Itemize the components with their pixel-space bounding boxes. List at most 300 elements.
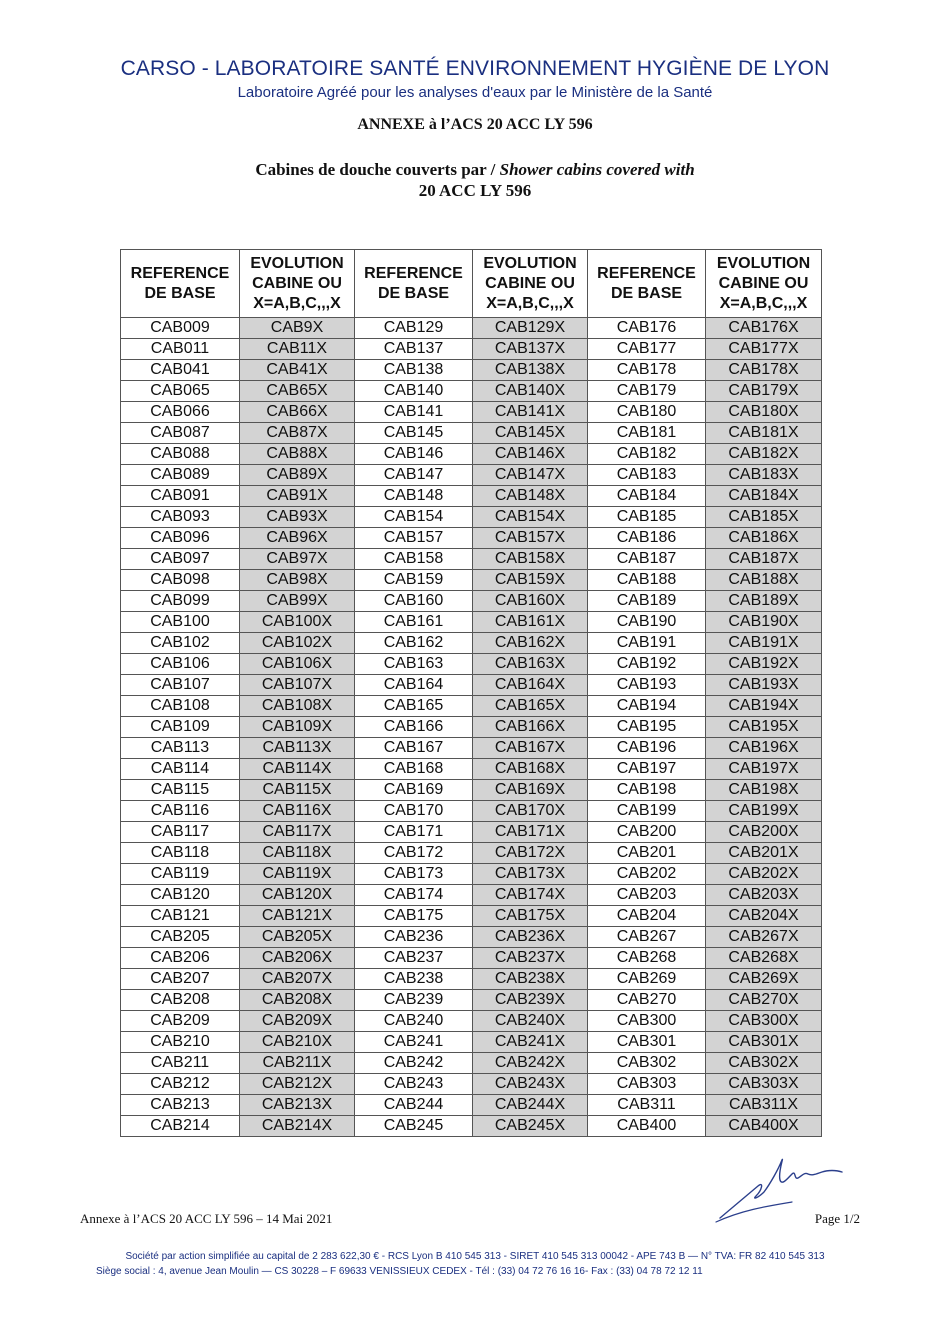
evolution-cell: CAB211X <box>240 1053 355 1074</box>
reference-cell: CAB191 <box>588 633 706 654</box>
evolution-cell: CAB93X <box>240 507 355 528</box>
header-line: DE BASE <box>377 284 450 302</box>
header-evolution-cabine <box>473 250 588 318</box>
evolution-cell: CAB178X <box>706 360 822 381</box>
evolution-cell: CAB269X <box>706 969 822 990</box>
evolution-cell: CAB195X <box>706 717 822 738</box>
reference-cell: CAB145 <box>355 423 473 444</box>
table-row <box>121 738 822 759</box>
reference-cell: CAB199 <box>588 801 706 822</box>
reference-cell: CAB162 <box>355 633 473 654</box>
reference-cell: CAB237 <box>355 948 473 969</box>
header-reference-de-base <box>121 250 240 318</box>
reference-cell: CAB087 <box>121 423 240 444</box>
evolution-cell: CAB210X <box>240 1032 355 1053</box>
reference-cell: CAB207 <box>121 969 240 990</box>
lab-accreditation: Laboratoire Agréé pour les analyses d'eaux par le Ministère de la Santé <box>237 84 713 101</box>
legal-address: Siège social : 4, avenue Jean Moulin — CS 30228 – F 69633 VENISSIEUX CEDEX - Tél : (33) 04 72 76 16 16- Fax : (33) 04 78 72 12 11 <box>96 1266 703 1277</box>
reference-cell: CAB120 <box>121 885 240 906</box>
evolution-cell: CAB171X <box>473 822 588 843</box>
evolution-cell: CAB198X <box>706 780 822 801</box>
reference-cell: CAB117 <box>121 822 240 843</box>
evolution-cell: CAB117X <box>240 822 355 843</box>
table-row <box>121 360 822 381</box>
header-line: X=A,B,C,,,X <box>719 294 808 312</box>
evolution-cell: CAB179X <box>706 381 822 402</box>
reference-cell: CAB174 <box>355 885 473 906</box>
evolution-cell: CAB199X <box>706 801 822 822</box>
table-row <box>121 1053 822 1074</box>
reference-cell: CAB146 <box>355 444 473 465</box>
reference-cell: CAB203 <box>588 885 706 906</box>
reference-cell: CAB096 <box>121 528 240 549</box>
reference-cell: CAB163 <box>355 654 473 675</box>
table-row <box>121 906 822 927</box>
reference-cell: CAB241 <box>355 1032 473 1053</box>
annex-title: ANNEXE à l’ACS 20 ACC LY 596 <box>357 116 593 133</box>
reference-cell: CAB154 <box>355 507 473 528</box>
evolution-cell: CAB166X <box>473 717 588 738</box>
reference-cell: CAB165 <box>355 696 473 717</box>
section-title-en: Shower cabins covered with <box>499 160 695 179</box>
reference-cell: CAB242 <box>355 1053 473 1074</box>
header-line: CABINE OU <box>485 274 575 292</box>
reference-cell: CAB187 <box>588 549 706 570</box>
evolution-cell: CAB214X <box>240 1116 355 1137</box>
reference-cell: CAB194 <box>588 696 706 717</box>
table-row <box>121 444 822 465</box>
evolution-cell: CAB184X <box>706 486 822 507</box>
evolution-cell: CAB147X <box>473 465 588 486</box>
evolution-cell: CAB11X <box>240 339 355 360</box>
reference-cell: CAB180 <box>588 402 706 423</box>
reference-cell: CAB113 <box>121 738 240 759</box>
reference-cell: CAB147 <box>355 465 473 486</box>
header-line: X=A,B,C,,,X <box>486 294 574 312</box>
section-title-fr: Cabines de douche couverts par / <box>255 160 500 179</box>
evolution-cell: CAB176X <box>706 318 822 339</box>
evolution-cell: CAB157X <box>473 528 588 549</box>
reference-cell: CAB119 <box>121 864 240 885</box>
evolution-cell: CAB177X <box>706 339 822 360</box>
reference-cell: CAB185 <box>588 507 706 528</box>
reference-cell: CAB240 <box>355 1011 473 1032</box>
evolution-cell: CAB88X <box>240 444 355 465</box>
reference-cell: CAB186 <box>588 528 706 549</box>
reference-cell: CAB236 <box>355 927 473 948</box>
evolution-cell: CAB267X <box>706 927 822 948</box>
reference-cell: CAB268 <box>588 948 706 969</box>
reference-cell: CAB244 <box>355 1095 473 1116</box>
header-evolution-cabine <box>706 250 822 318</box>
header-line: CABINE OU <box>718 274 809 292</box>
reference-cell: CAB300 <box>588 1011 706 1032</box>
evolution-cell: CAB116X <box>240 801 355 822</box>
evolution-cell: CAB109X <box>240 717 355 738</box>
table-row <box>121 633 822 654</box>
reference-cell: CAB270 <box>588 990 706 1011</box>
reference-cell: CAB181 <box>588 423 706 444</box>
reference-cell: CAB160 <box>355 591 473 612</box>
header-line: EVOLUTION <box>716 254 811 272</box>
evolution-cell: CAB270X <box>706 990 822 1011</box>
evolution-cell: CAB201X <box>706 843 822 864</box>
table-row <box>121 381 822 402</box>
reference-cell: CAB303 <box>588 1074 706 1095</box>
header-evolution-cabine <box>240 250 355 318</box>
evolution-cell: CAB41X <box>240 360 355 381</box>
evolution-cell: CAB169X <box>473 780 588 801</box>
evolution-cell: CAB236X <box>473 927 588 948</box>
reference-cell: CAB109 <box>121 717 240 738</box>
evolution-cell: CAB237X <box>473 948 588 969</box>
evolution-cell: CAB311X <box>706 1095 822 1116</box>
evolution-cell: CAB168X <box>473 759 588 780</box>
table-row <box>121 696 822 717</box>
evolution-cell: CAB9X <box>240 318 355 339</box>
table-header <box>121 250 822 318</box>
header-line: DE BASE <box>610 284 683 302</box>
reference-cell: CAB245 <box>355 1116 473 1137</box>
lab-name: CARSO - LABORATOIRE SANTÉ ENVIRONNEMENT HYGIÈNE DE LYON <box>120 57 830 80</box>
evolution-cell: CAB161X <box>473 612 588 633</box>
evolution-cell: CAB244X <box>473 1095 588 1116</box>
reference-cell: CAB214 <box>121 1116 240 1137</box>
reference-cell: CAB088 <box>121 444 240 465</box>
reference-cell: CAB189 <box>588 591 706 612</box>
table-row <box>121 822 822 843</box>
evolution-cell: CAB242X <box>473 1053 588 1074</box>
evolution-cell: CAB164X <box>473 675 588 696</box>
table-row <box>121 948 822 969</box>
table-row <box>121 423 822 444</box>
header-line: EVOLUTION <box>250 254 344 272</box>
evolution-cell: CAB89X <box>240 465 355 486</box>
evolution-cell: CAB187X <box>706 549 822 570</box>
evolution-cell: CAB191X <box>706 633 822 654</box>
header-line: X=A,B,C,,,X <box>253 294 341 312</box>
reference-cell: CAB140 <box>355 381 473 402</box>
reference-cell: CAB192 <box>588 654 706 675</box>
evolution-cell: CAB196X <box>706 738 822 759</box>
table-row <box>121 654 822 675</box>
evolution-cell: CAB96X <box>240 528 355 549</box>
table-row <box>121 990 822 1011</box>
reference-cell: CAB302 <box>588 1053 706 1074</box>
reference-cell: CAB089 <box>121 465 240 486</box>
table-body <box>121 318 822 1137</box>
evolution-cell: CAB154X <box>473 507 588 528</box>
reference-cell: CAB190 <box>588 612 706 633</box>
header-reference-de-base <box>588 250 706 318</box>
reference-cell: CAB196 <box>588 738 706 759</box>
table-row <box>121 717 822 738</box>
reference-cell: CAB098 <box>121 570 240 591</box>
reference-cell: CAB211 <box>121 1053 240 1074</box>
table-row <box>121 1074 822 1095</box>
table-row <box>121 1011 822 1032</box>
reference-cell: CAB178 <box>588 360 706 381</box>
reference-cell: CAB011 <box>121 339 240 360</box>
table-row <box>121 780 822 801</box>
reference-cell: CAB202 <box>588 864 706 885</box>
reference-cell: CAB210 <box>121 1032 240 1053</box>
reference-cell: CAB213 <box>121 1095 240 1116</box>
legal-company-info: Société par action simplifiée au capital de 2 283 622,30 € - RCS Lyon B 410 545 313 - SIRET 410 545 313 00042 - APE 743 B — N° TVA: FR 82 410 545 313 <box>125 1251 825 1262</box>
table-row <box>121 570 822 591</box>
reference-cell: CAB137 <box>355 339 473 360</box>
evolution-cell: CAB140X <box>473 381 588 402</box>
evolution-cell: CAB107X <box>240 675 355 696</box>
reference-cell: CAB158 <box>355 549 473 570</box>
reference-cell: CAB183 <box>588 465 706 486</box>
table-row <box>121 402 822 423</box>
signature <box>712 1150 847 1225</box>
evolution-cell: CAB163X <box>473 654 588 675</box>
reference-cell: CAB164 <box>355 675 473 696</box>
evolution-cell: CAB268X <box>706 948 822 969</box>
evolution-cell: CAB189X <box>706 591 822 612</box>
evolution-cell: CAB204X <box>706 906 822 927</box>
reference-cell: CAB267 <box>588 927 706 948</box>
evolution-cell: CAB175X <box>473 906 588 927</box>
evolution-cell: CAB197X <box>706 759 822 780</box>
table-row <box>121 843 822 864</box>
table-row <box>121 864 822 885</box>
table-row <box>121 339 822 360</box>
evolution-cell: CAB302X <box>706 1053 822 1074</box>
reference-cell: CAB197 <box>588 759 706 780</box>
evolution-cell: CAB173X <box>473 864 588 885</box>
evolution-cell: CAB108X <box>240 696 355 717</box>
reference-cell: CAB188 <box>588 570 706 591</box>
reference-cell: CAB400 <box>588 1116 706 1137</box>
evolution-cell: CAB208X <box>240 990 355 1011</box>
header-line: CABINE OU <box>252 274 342 292</box>
evolution-cell: CAB65X <box>240 381 355 402</box>
reference-cell: CAB177 <box>588 339 706 360</box>
reference-cell: CAB118 <box>121 843 240 864</box>
reference-cell: CAB141 <box>355 402 473 423</box>
footer-document-ref: Annexe à l’ACS 20 ACC LY 596 – 14 Mai 2021 <box>80 1211 333 1226</box>
evolution-cell: CAB239X <box>473 990 588 1011</box>
table-row <box>121 486 822 507</box>
reference-cell: CAB269 <box>588 969 706 990</box>
evolution-cell: CAB115X <box>240 780 355 801</box>
evolution-cell: CAB106X <box>240 654 355 675</box>
evolution-cell: CAB145X <box>473 423 588 444</box>
table-row <box>121 591 822 612</box>
reference-cell: CAB301 <box>588 1032 706 1053</box>
reference-cell: CAB200 <box>588 822 706 843</box>
reference-cell: CAB166 <box>355 717 473 738</box>
table-row <box>121 1032 822 1053</box>
evolution-cell: CAB102X <box>240 633 355 654</box>
evolution-cell: CAB181X <box>706 423 822 444</box>
evolution-cell: CAB400X <box>706 1116 822 1137</box>
evolution-cell: CAB141X <box>473 402 588 423</box>
evolution-cell: CAB238X <box>473 969 588 990</box>
table-row <box>121 1095 822 1116</box>
evolution-cell: CAB129X <box>473 318 588 339</box>
evolution-cell: CAB159X <box>473 570 588 591</box>
reference-cell: CAB168 <box>355 759 473 780</box>
section-title <box>0 159 950 201</box>
evolution-cell: CAB193X <box>706 675 822 696</box>
evolution-cell: CAB209X <box>240 1011 355 1032</box>
evolution-cell: CAB300X <box>706 1011 822 1032</box>
evolution-cell: CAB91X <box>240 486 355 507</box>
footer-page-number: Page 1/2 <box>814 1211 860 1226</box>
reference-cell: CAB066 <box>121 402 240 423</box>
header-row <box>121 250 822 318</box>
evolution-cell: CAB243X <box>473 1074 588 1095</box>
evolution-cell: CAB87X <box>240 423 355 444</box>
table-row <box>121 612 822 633</box>
reference-cell: CAB159 <box>355 570 473 591</box>
reference-cell: CAB172 <box>355 843 473 864</box>
reference-cell: CAB239 <box>355 990 473 1011</box>
evolution-cell: CAB99X <box>240 591 355 612</box>
evolution-cell: CAB200X <box>706 822 822 843</box>
evolution-cell: CAB121X <box>240 906 355 927</box>
evolution-cell: CAB180X <box>706 402 822 423</box>
header-line: DE BASE <box>144 284 216 302</box>
reference-cell: CAB065 <box>121 381 240 402</box>
reference-cell: CAB212 <box>121 1074 240 1095</box>
cabin-reference-table <box>120 249 822 1137</box>
table-row <box>121 885 822 906</box>
table-row <box>121 675 822 696</box>
reference-cell: CAB176 <box>588 318 706 339</box>
reference-cell: CAB201 <box>588 843 706 864</box>
evolution-cell: CAB202X <box>706 864 822 885</box>
evolution-cell: CAB212X <box>240 1074 355 1095</box>
reference-cell: CAB041 <box>121 360 240 381</box>
reference-cell: CAB114 <box>121 759 240 780</box>
evolution-cell: CAB167X <box>473 738 588 759</box>
evolution-cell: CAB182X <box>706 444 822 465</box>
reference-cell: CAB208 <box>121 990 240 1011</box>
reference-cell: CAB093 <box>121 507 240 528</box>
evolution-cell: CAB186X <box>706 528 822 549</box>
evolution-cell: CAB174X <box>473 885 588 906</box>
reference-cell: CAB161 <box>355 612 473 633</box>
reference-cell: CAB121 <box>121 906 240 927</box>
evolution-cell: CAB160X <box>473 591 588 612</box>
reference-cell: CAB311 <box>588 1095 706 1116</box>
reference-cell: CAB170 <box>355 801 473 822</box>
reference-cell: CAB097 <box>121 549 240 570</box>
evolution-cell: CAB97X <box>240 549 355 570</box>
table-row <box>121 318 822 339</box>
evolution-cell: CAB185X <box>706 507 822 528</box>
evolution-cell: CAB206X <box>240 948 355 969</box>
evolution-cell: CAB213X <box>240 1095 355 1116</box>
reference-cell: CAB238 <box>355 969 473 990</box>
reference-cell: CAB100 <box>121 612 240 633</box>
evolution-cell: CAB118X <box>240 843 355 864</box>
evolution-cell: CAB146X <box>473 444 588 465</box>
evolution-cell: CAB137X <box>473 339 588 360</box>
table-row <box>121 507 822 528</box>
reference-cell: CAB206 <box>121 948 240 969</box>
evolution-cell: CAB192X <box>706 654 822 675</box>
reference-cell: CAB148 <box>355 486 473 507</box>
reference-cell: CAB167 <box>355 738 473 759</box>
table-row <box>121 759 822 780</box>
evolution-cell: CAB240X <box>473 1011 588 1032</box>
evolution-cell: CAB138X <box>473 360 588 381</box>
evolution-cell: CAB241X <box>473 1032 588 1053</box>
evolution-cell: CAB114X <box>240 759 355 780</box>
evolution-cell: CAB183X <box>706 465 822 486</box>
evolution-cell: CAB207X <box>240 969 355 990</box>
reference-cell: CAB198 <box>588 780 706 801</box>
table-row <box>121 927 822 948</box>
reference-cell: CAB204 <box>588 906 706 927</box>
evolution-cell: CAB158X <box>473 549 588 570</box>
header-reference-de-base <box>355 250 473 318</box>
reference-cell: CAB209 <box>121 1011 240 1032</box>
header-line: REFERENCE <box>364 264 463 282</box>
reference-cell: CAB138 <box>355 360 473 381</box>
evolution-cell: CAB148X <box>473 486 588 507</box>
header-line: EVOLUTION <box>483 254 577 272</box>
evolution-cell: CAB170X <box>473 801 588 822</box>
evolution-cell: CAB119X <box>240 864 355 885</box>
reference-cell: CAB116 <box>121 801 240 822</box>
evolution-cell: CAB190X <box>706 612 822 633</box>
evolution-cell: CAB66X <box>240 402 355 423</box>
reference-cell: CAB195 <box>588 717 706 738</box>
evolution-cell: CAB165X <box>473 696 588 717</box>
evolution-cell: CAB205X <box>240 927 355 948</box>
evolution-cell: CAB203X <box>706 885 822 906</box>
table-row <box>121 549 822 570</box>
reference-cell: CAB106 <box>121 654 240 675</box>
table-row <box>121 465 822 486</box>
evolution-cell: CAB113X <box>240 738 355 759</box>
evolution-cell: CAB194X <box>706 696 822 717</box>
section-reference: 20 ACC LY 596 <box>418 181 532 200</box>
evolution-cell: CAB301X <box>706 1032 822 1053</box>
reference-cell: CAB182 <box>588 444 706 465</box>
table-row <box>121 528 822 549</box>
reference-cell: CAB091 <box>121 486 240 507</box>
reference-cell: CAB107 <box>121 675 240 696</box>
reference-cell: CAB184 <box>588 486 706 507</box>
reference-cell: CAB157 <box>355 528 473 549</box>
evolution-cell: CAB98X <box>240 570 355 591</box>
table-row <box>121 1116 822 1137</box>
table-row <box>121 801 822 822</box>
reference-cell: CAB243 <box>355 1074 473 1095</box>
reference-cell: CAB129 <box>355 318 473 339</box>
reference-cell: CAB205 <box>121 927 240 948</box>
header-line: REFERENCE <box>597 264 696 282</box>
evolution-cell: CAB188X <box>706 570 822 591</box>
header-line: REFERENCE <box>130 264 230 282</box>
reference-cell: CAB171 <box>355 822 473 843</box>
reference-cell: CAB108 <box>121 696 240 717</box>
evolution-cell: CAB120X <box>240 885 355 906</box>
evolution-cell: CAB100X <box>240 612 355 633</box>
reference-cell: CAB173 <box>355 864 473 885</box>
reference-cell: CAB169 <box>355 780 473 801</box>
evolution-cell: CAB172X <box>473 843 588 864</box>
reference-cell: CAB115 <box>121 780 240 801</box>
